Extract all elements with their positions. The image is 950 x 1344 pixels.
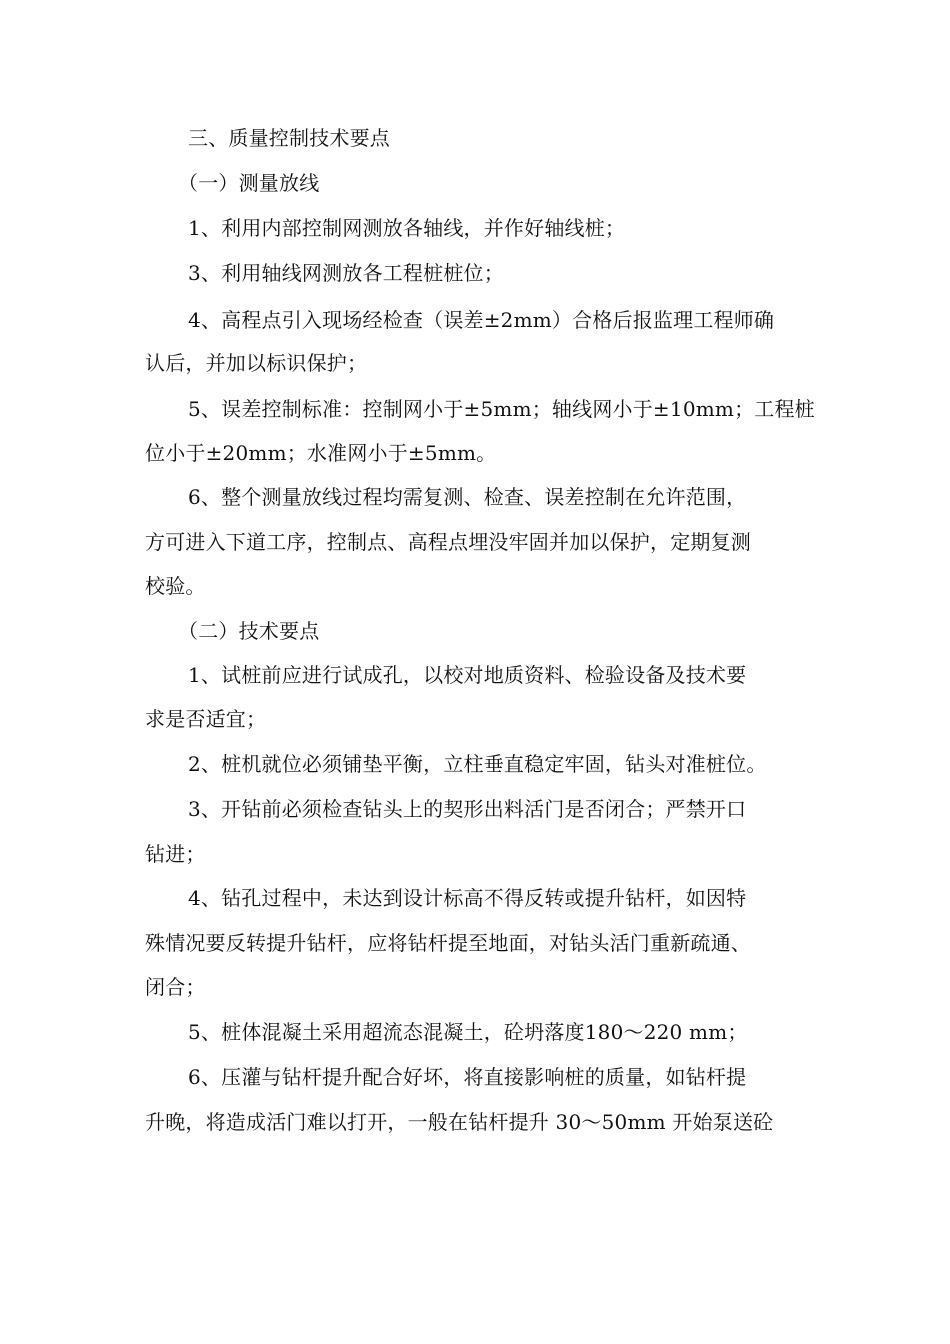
subsection-2-heading: （二）技术要点 <box>178 619 320 643</box>
subsection-1-heading: （一）测量放线 <box>178 171 320 195</box>
paragraph-line: 2、桩机就位必须铺垫平衡，立柱垂直稳定牢固，钻头对准桩位。 <box>188 752 767 776</box>
paragraph-line: 1、利用内部控制网测放各轴线，并作好轴线桩； <box>188 216 626 240</box>
paragraph-line: 殊情况要反转提升钻杆，应将钻杆提至地面，对钻头活门重新疏通、 <box>145 931 751 955</box>
paragraph-line: 4、高程点引入现场经检查（误差±2mm）合格后报监理工程师确 <box>188 308 775 332</box>
paragraph-line: 方可进入下道工序，控制点、高程点埋没牢固并加以保护，定期复测 <box>145 530 751 554</box>
paragraph-line: 4、钻孔过程中，未达到设计标高不得反转或提升钻杆，如因特 <box>188 886 747 910</box>
paragraph-line: 5、桩体混凝土采用超流态混凝土，砼坍落度180～220 mm； <box>188 1020 748 1044</box>
paragraph-line: 升晚，将造成活门难以打开，一般在钻杆提升 30～50mm 开始泵送砼 <box>145 1110 774 1134</box>
paragraph-line: 闭合； <box>145 975 206 999</box>
paragraph-line: 位小于±20mm；水准网小于±5mm。 <box>145 441 497 465</box>
paragraph-line: 校验。 <box>145 574 206 598</box>
paragraph-line: 求是否适宜； <box>145 707 267 731</box>
paragraph-line: 1、试桩前应进行试成孔，以校对地质资料、检验设备及技术要 <box>188 663 747 687</box>
paragraph-line: 3、利用轴线网测放各工程桩桩位； <box>188 261 504 285</box>
paragraph-line: 6、压灌与钻杆提升配合好坏，将直接影响桩的质量，如钻杆提 <box>188 1065 747 1089</box>
paragraph-line: 认后，并加以标识保护； <box>145 351 368 375</box>
paragraph-line: 6、整个测量放线过程均需复测、检查、误差控制在允许范围， <box>188 485 747 509</box>
paragraph-line: 钻进； <box>145 842 206 866</box>
paragraph-line: 5、误差控制标准：控制网小于±5mm；轴线网小于±10mm；工程桩 <box>188 397 815 421</box>
paragraph-line: 3、开钻前必须检查钻头上的契形出料活门是否闭合；严禁开口 <box>188 797 747 821</box>
section-heading: 三、质量控制技术要点 <box>188 126 390 150</box>
